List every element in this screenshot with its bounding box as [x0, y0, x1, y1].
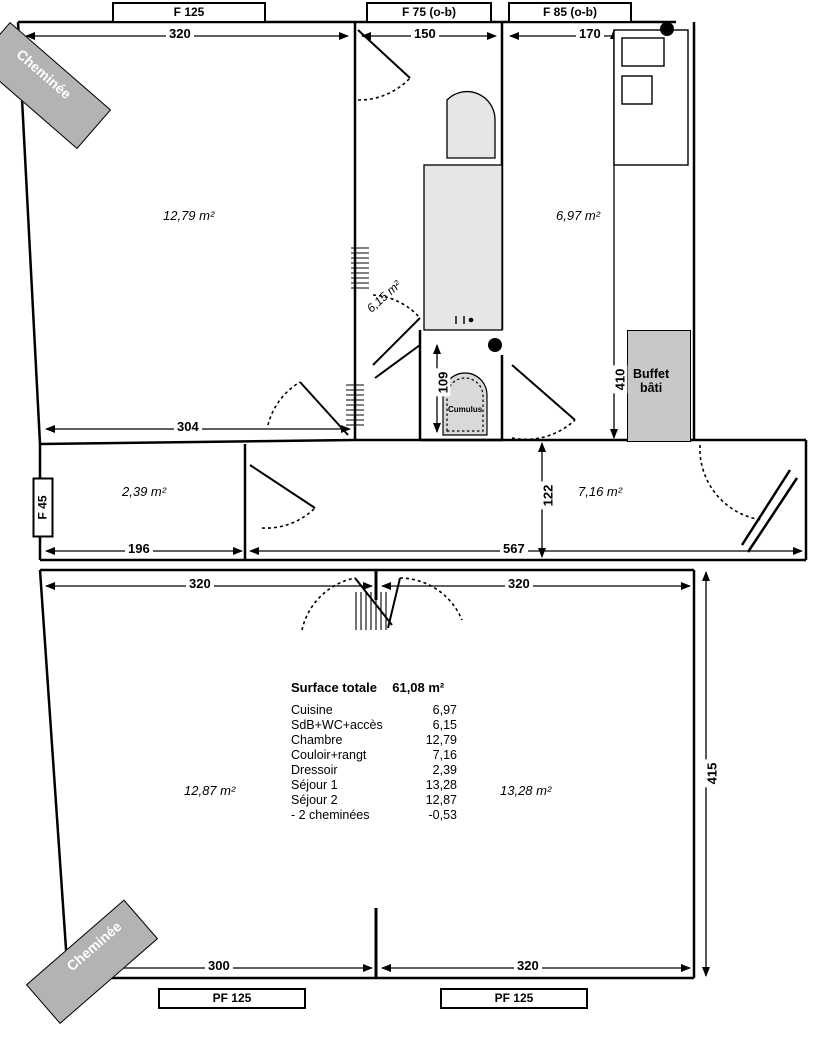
dimension-lines	[26, 30, 802, 976]
legend-row	[291, 733, 457, 748]
legend-value: 13,28	[425, 778, 457, 792]
window-label-f85: F 85 (o-b)	[508, 2, 632, 23]
legend-row	[291, 703, 457, 718]
cumulus-label: Cumulus	[448, 405, 483, 414]
legend-row	[291, 808, 457, 823]
kitchen-units	[614, 30, 688, 165]
surface-total-label: Surface totale	[291, 680, 377, 695]
dim-top-320: 320	[166, 26, 194, 41]
room-area-cuisine: 6,97 m²	[556, 208, 601, 223]
chimney-bottom-label: Cheminée	[63, 918, 125, 974]
chimney-top-label: Cheminée	[13, 46, 75, 102]
legend-row	[291, 748, 457, 763]
dim-top-170: 170	[576, 26, 604, 41]
window-label-pf125-right: PF 125	[440, 988, 588, 1009]
surface-legend	[291, 680, 457, 823]
bathroom-fixtures	[424, 92, 502, 330]
legend-name: Couloir+rangt	[291, 748, 367, 762]
legend-row	[291, 778, 457, 793]
surface-total-row	[291, 680, 457, 695]
dim-top-150: 150	[411, 26, 439, 41]
room-area-sejour2: 12,87 m²	[184, 783, 236, 798]
dim-bot-300: 300	[205, 958, 233, 973]
surface-total-value: 61,08 m²	[392, 680, 445, 695]
legend-table	[291, 703, 457, 823]
dim-low-320-left: 320	[186, 576, 214, 591]
legend-name: Séjour 2	[291, 793, 338, 807]
dim-right-122: 122	[540, 482, 555, 510]
legend-value: 6,15	[432, 718, 457, 732]
legend-value: -0,53	[428, 808, 457, 822]
legend-row	[291, 718, 457, 733]
window-label-f75: F 75 (o-b)	[366, 2, 492, 23]
room-area-sdb: 6,15 m²	[364, 277, 404, 316]
dim-mid-304: 304	[174, 419, 202, 434]
pivot-dot-sdb	[488, 338, 502, 352]
dim-mid-196: 196	[125, 541, 153, 556]
legend-name: - 2 cheminées	[291, 808, 370, 822]
dim-right-415: 415	[704, 760, 719, 788]
pivot-dot-cuisine	[660, 22, 674, 36]
room-area-chambre: 12,79 m²	[163, 208, 215, 223]
legend-name: Séjour 1	[291, 778, 338, 792]
room-area-couloir: 7,16 m²	[578, 484, 623, 499]
dim-low-320-right: 320	[505, 576, 533, 591]
room-area-sejour1: 13,28 m²	[500, 783, 552, 798]
dim-mid-567: 567	[500, 541, 528, 556]
legend-row	[291, 793, 457, 808]
window-label-f125: F 125	[112, 2, 266, 23]
legend-name: Chambre	[291, 733, 343, 747]
window-label-pf125-left: PF 125	[158, 988, 306, 1009]
dim-sdb-109: 109	[435, 369, 450, 397]
legend-value: 6,97	[432, 703, 457, 717]
legend-value: 2,39	[432, 763, 457, 777]
legend-row	[291, 763, 457, 778]
legend-name: Cuisine	[291, 703, 333, 717]
window-label-f45: F 45	[33, 478, 54, 538]
dim-right-410: 410	[612, 366, 627, 394]
legend-name: SdB+WC+accès	[291, 718, 383, 732]
legend-value: 12,87	[425, 793, 457, 807]
legend-name: Dressoir	[291, 763, 338, 777]
legend-value: 12,79	[425, 733, 457, 747]
buffet-label: Buffet bâti	[633, 367, 670, 395]
room-area-dressoir: 2,39 m²	[122, 484, 167, 499]
dim-bot-320: 320	[514, 958, 542, 973]
door-swings	[250, 30, 797, 630]
legend-value: 7,16	[432, 748, 457, 762]
